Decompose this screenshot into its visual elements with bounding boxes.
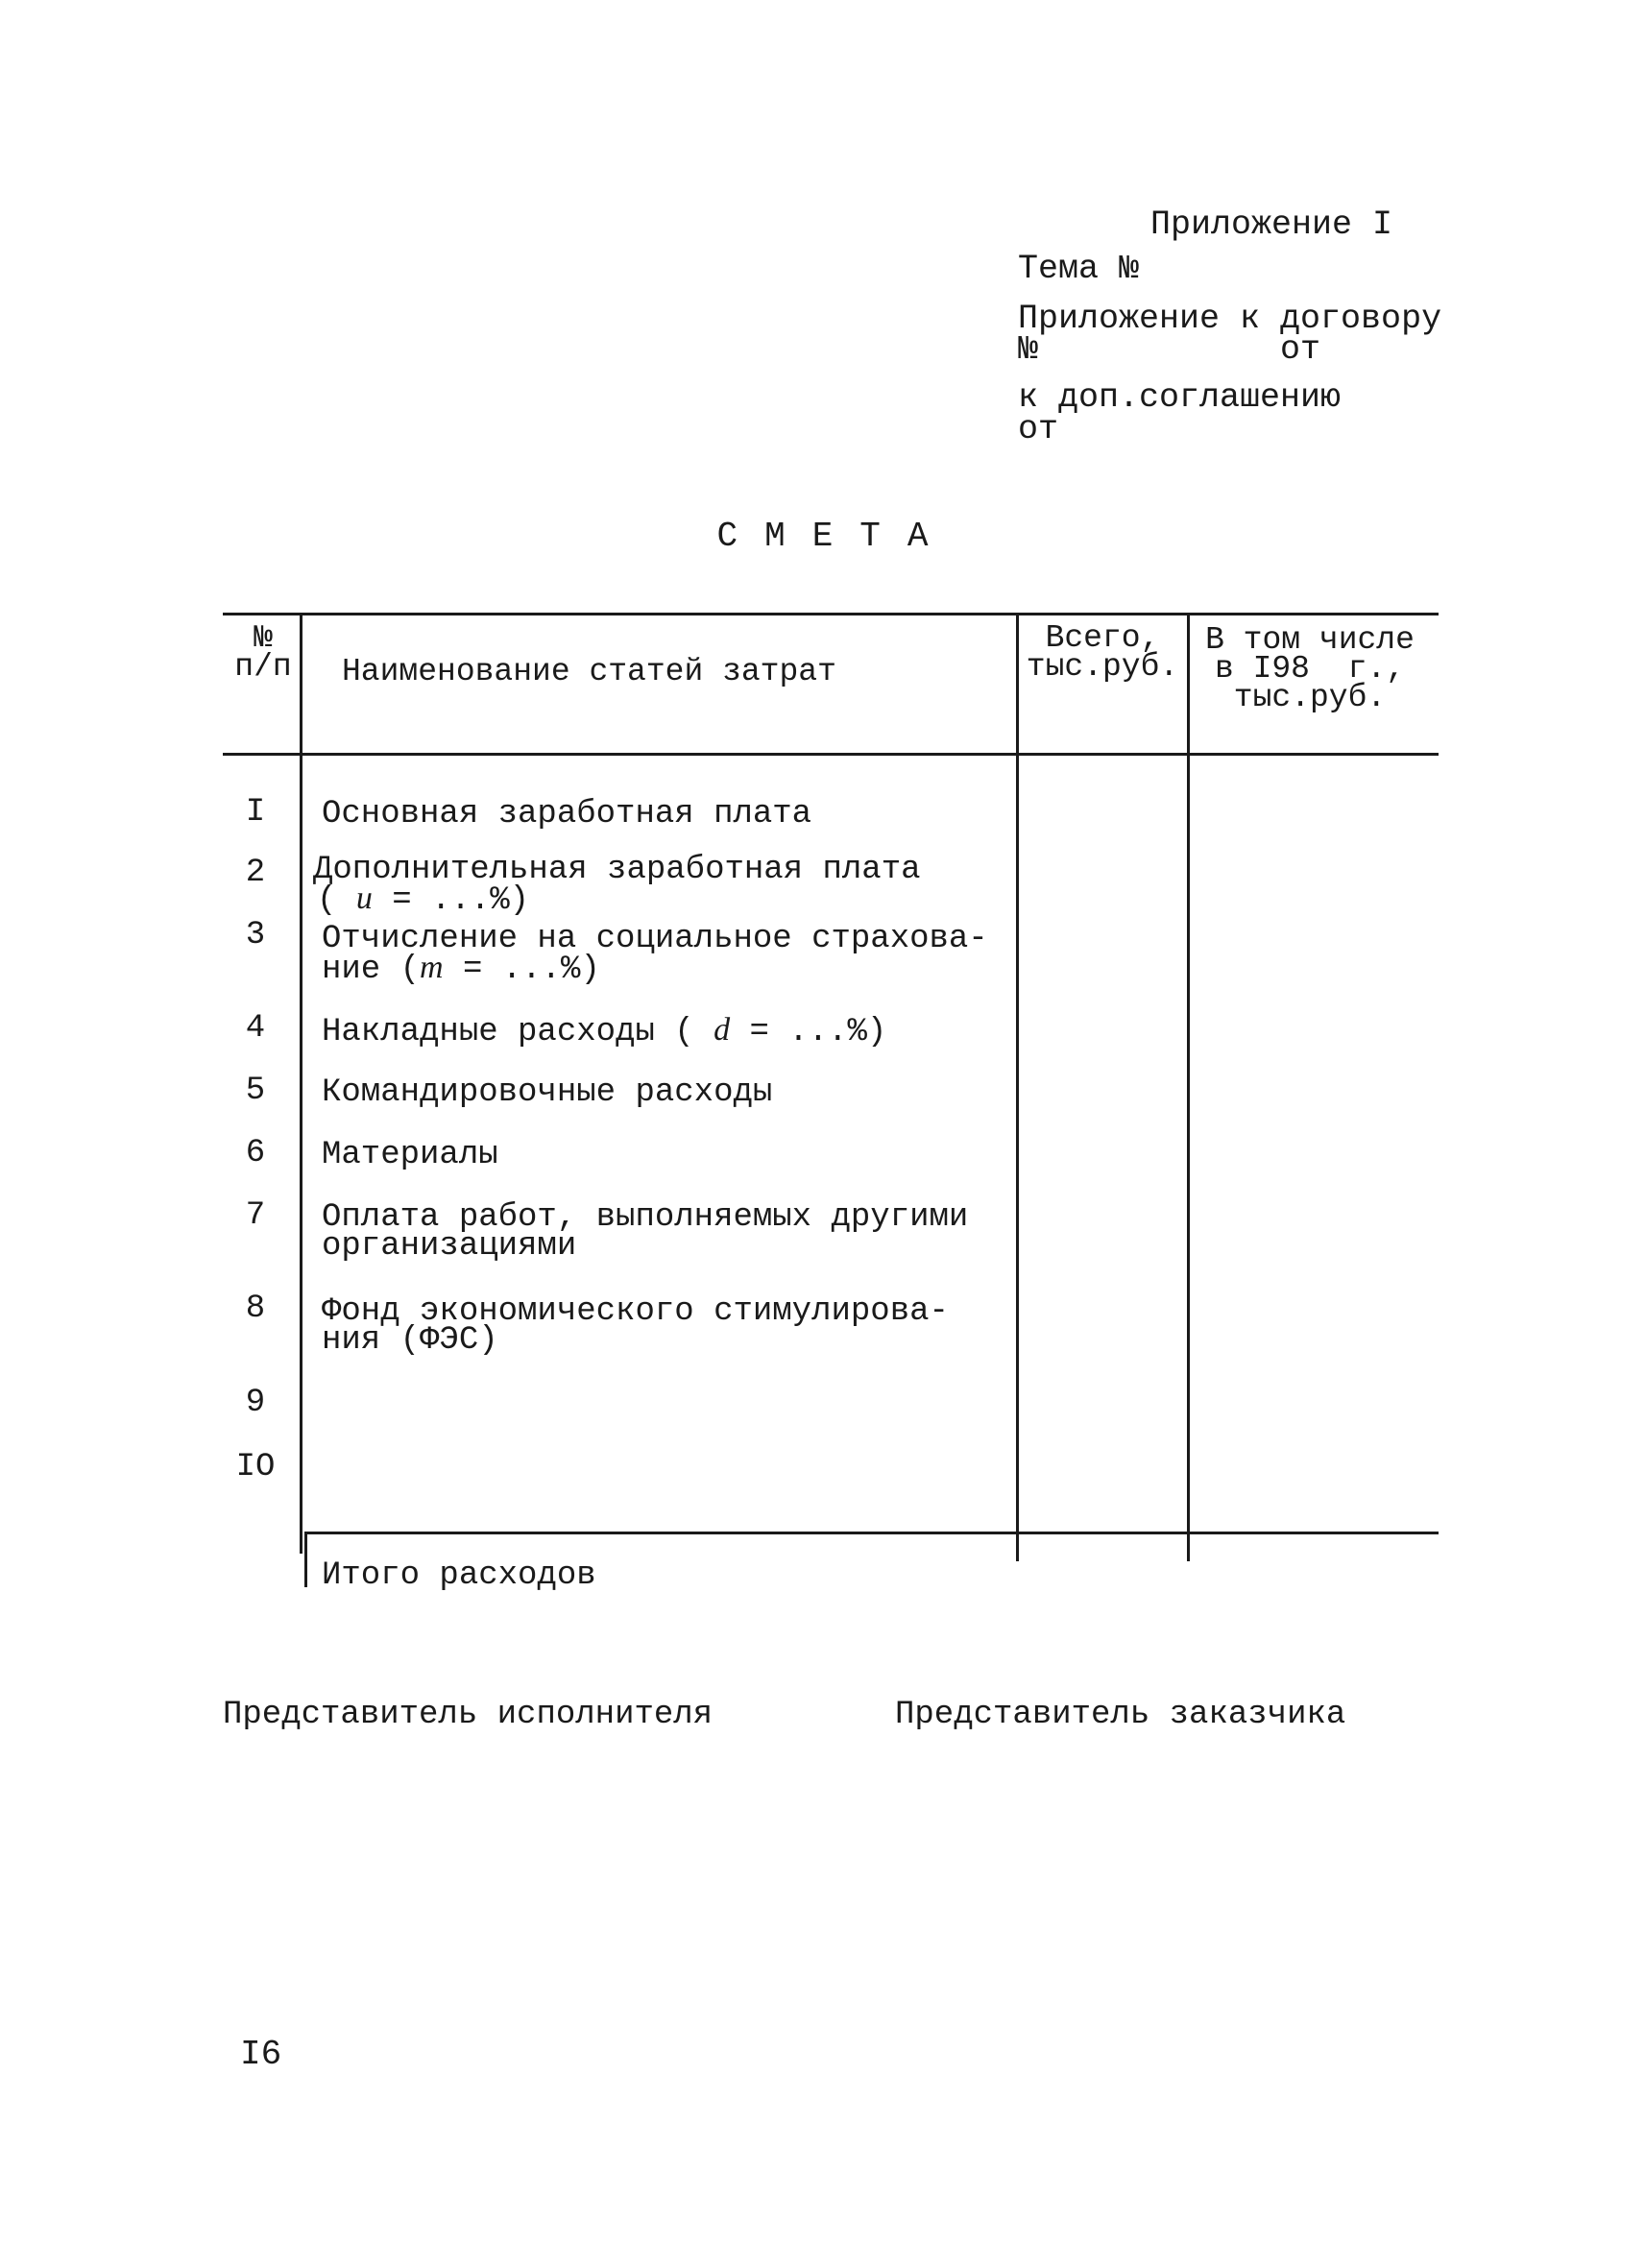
- col-divider-2: [1016, 613, 1019, 1561]
- row-item: Материалы: [322, 1137, 498, 1173]
- formula-value: ...%: [788, 1014, 867, 1050]
- row-item-continuation: организациями: [322, 1228, 577, 1265]
- row-number: 7: [245, 1197, 266, 1234]
- row-number: I: [245, 794, 266, 831]
- row-item: Основная заработная плата: [322, 796, 812, 832]
- row-number: 3: [245, 917, 266, 953]
- row-item-formula: ние (m = ...%): [322, 950, 600, 988]
- row-item: Оплата работ, выполняемых другими: [322, 1199, 969, 1236]
- col-divider-3: [1187, 613, 1190, 1561]
- formula-variable: m: [420, 950, 444, 985]
- row-number: 8: [245, 1291, 266, 1327]
- row-number: IO: [235, 1449, 276, 1485]
- table-header-rule: [223, 753, 1439, 756]
- formula-variable: u: [355, 881, 373, 916]
- formula-variable: d: [714, 1012, 731, 1048]
- row-item: Фонд экономического стимулирова-: [322, 1293, 949, 1330]
- page-title: СМЕТА: [716, 517, 956, 556]
- total-label: Итого расходов: [322, 1557, 596, 1594]
- row-number: 6: [245, 1135, 266, 1171]
- col-header-including: В том числе в I98 г., тыс.руб.: [1205, 622, 1415, 715]
- customer-representative: Представитель заказчика: [895, 1697, 1346, 1733]
- row-item: Отчисление на социальное страхова-: [322, 921, 988, 957]
- row-number: 5: [245, 1073, 266, 1109]
- row-number: 9: [245, 1385, 266, 1421]
- row-number: 4: [245, 1010, 266, 1047]
- row-number: 2: [245, 855, 266, 891]
- formula-value: ...%: [431, 882, 510, 919]
- row-item: Накладные расходы: [322, 1014, 655, 1050]
- row-item: Дополнительная заработная плата: [313, 852, 921, 888]
- col-divider-1: [300, 613, 302, 1554]
- supplement-label: к доп.соглашению: [1018, 378, 1342, 417]
- col-header-number: № п/п: [234, 620, 292, 685]
- row-item-formula: Накладные расходы ( d = ...%): [322, 1012, 887, 1050]
- supplement-date-label: от: [1018, 410, 1059, 448]
- formula-value: ...%: [501, 952, 581, 988]
- contractor-representative: Представитель исполнителя: [223, 1697, 714, 1733]
- topic-label: Тема №: [1018, 250, 1140, 288]
- table-total-rule: [304, 1532, 1439, 1534]
- table-top-rule: [223, 613, 1439, 615]
- page-number: I6: [240, 2035, 282, 2074]
- row-item-continuation: ния (ФЭС): [322, 1322, 498, 1359]
- col-header-name: Наименование статей затрат: [342, 654, 836, 689]
- contract-number-label: № от: [1018, 330, 1321, 369]
- row-item-continuation: ние: [322, 952, 381, 988]
- col-divider-1-lower: [304, 1532, 307, 1587]
- appendix-label: Приложение I: [1150, 205, 1393, 244]
- contract-label: Приложение к договору: [1018, 300, 1442, 338]
- col-header-total: Всего, тыс.руб.: [1026, 620, 1179, 685]
- row-item: Командировочные расходы: [322, 1074, 773, 1111]
- row-item-formula: ( u = ...%): [317, 881, 530, 919]
